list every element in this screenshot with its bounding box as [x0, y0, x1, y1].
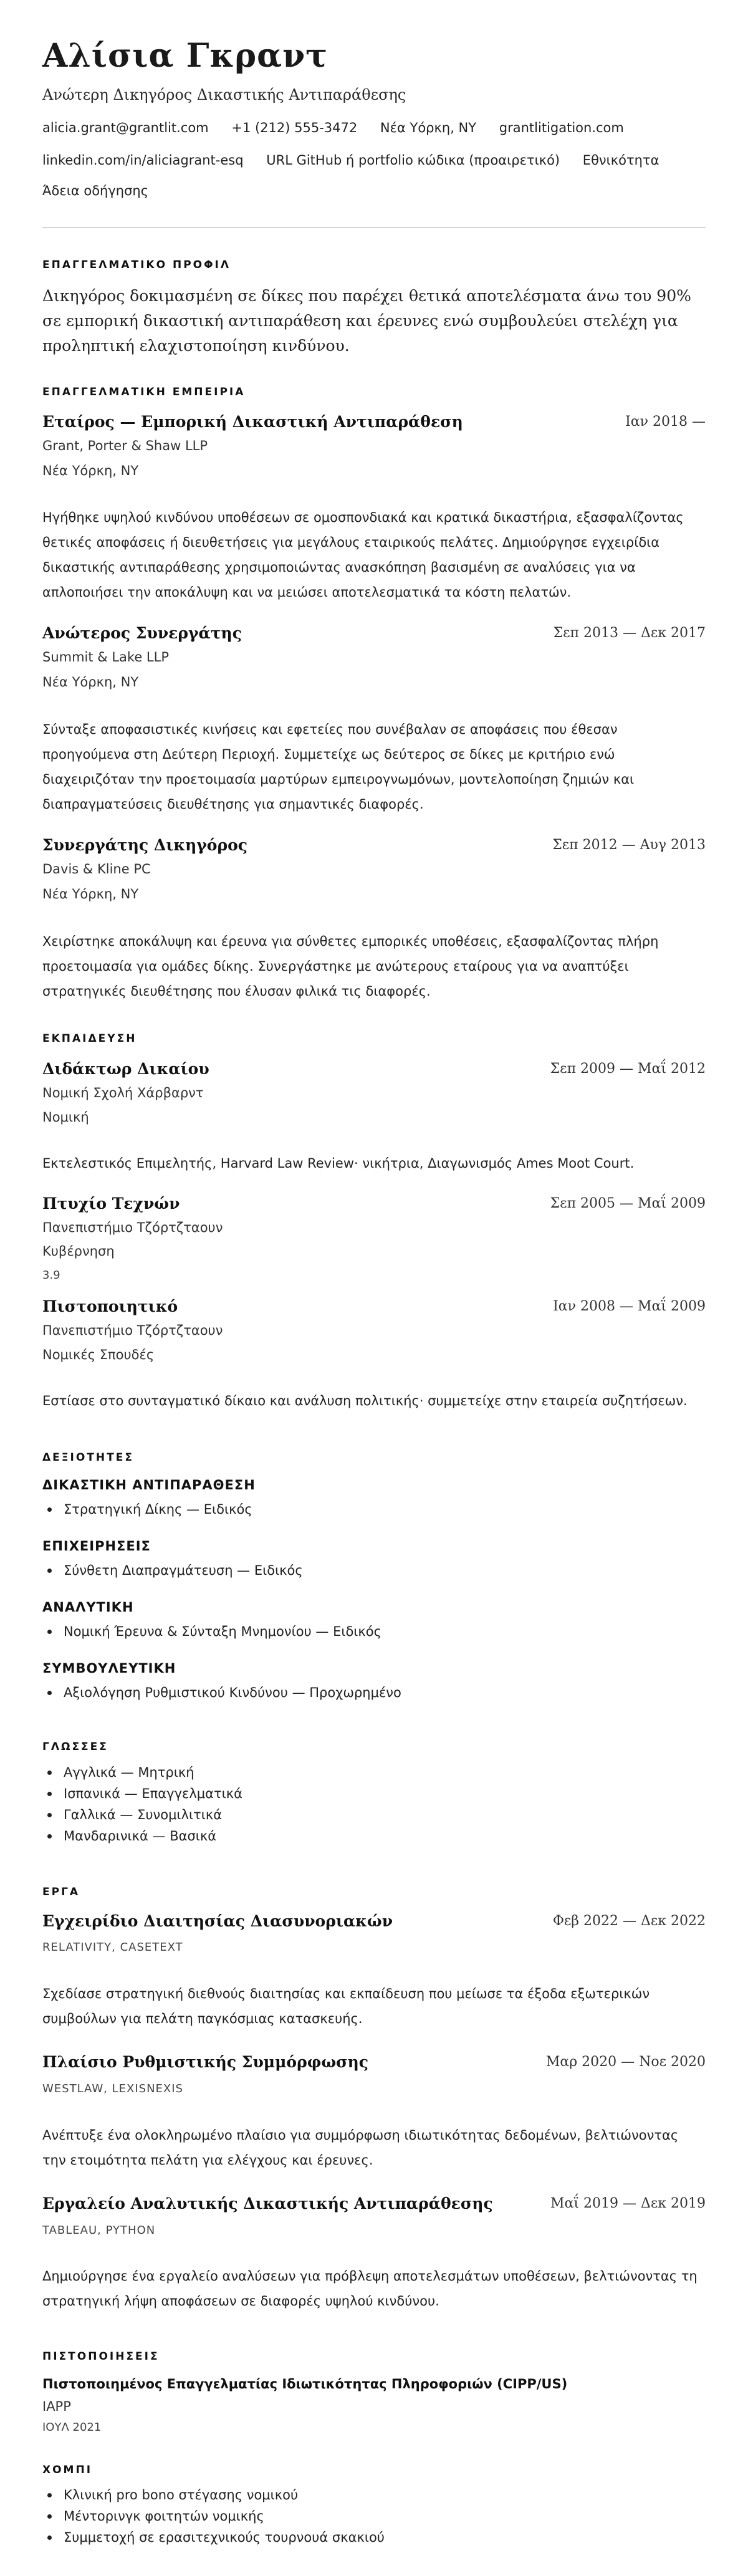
project-name: Εγχειρίδιο Διαιτησίας Διασυνοριακών: [42, 1912, 393, 1930]
field-of-study: Νομικές Σπουδές: [42, 1347, 155, 1362]
hobby-item: Κλινική pro bono στέγασης νομικού: [42, 2484, 385, 2506]
job-company: Davis & Kline PC: [42, 862, 151, 877]
education-section-title: ΕΚΠΑΙΔΕΥΣΗ: [42, 1032, 137, 1045]
job-role: Ανώτερος Συνεργάτης: [42, 624, 242, 642]
hobbies-section-title: ΧΟΜΠΙ: [42, 2464, 93, 2476]
skill-item: Νομική Έρευνα & Σύνταξη Μνημονίου — Ειδικός: [42, 1621, 381, 1642]
skill-list: [42, 1499, 252, 1520]
education-description: Εκτελεστικός Επιμελητής, Harvard Law Review· νικήτρια, Διαγωνισμός Ames Moot Court.: [42, 1156, 635, 1171]
skill-item: Αξιολόγηση Ρυθμιστικού Κινδύνου — Προχωρημένο: [42, 1682, 401, 1703]
field-of-study: Νομική: [42, 1110, 89, 1125]
skill-category-title: ΣΥΜΒΟΥΛΕΥΤΙΚΗ: [42, 1661, 176, 1676]
project-tech: TABLEAU, PYTHON: [42, 2224, 156, 2237]
language-item: Ισπανικά — Επαγγελματικά: [42, 1783, 242, 1804]
hobby-item: Μέντορινγκ φοιτητών νομικής: [42, 2506, 385, 2527]
linkedin-link[interactable]: linkedin.com/in/aliciagrant-esq: [42, 153, 244, 168]
nationality-text: Εθνικότητα: [582, 153, 659, 168]
skill-list: [42, 1682, 401, 1703]
project-description: Ανέπτυξε ένα ολοκληρωμένο πλαίσιο για συμμόρφωση ιδιωτικότητας δεδομένων, βελτιώνοντας την ετοιμότητα πελάτη για ελέγχους και έρευνες.: [42, 2128, 679, 2168]
projects-section-title: ΕΡΓΑ: [42, 1886, 80, 1898]
website-link[interactable]: grantlitigation.com: [499, 120, 624, 135]
degree-title: Διδάκτωρ Δικαίου: [42, 1060, 209, 1078]
job-date: Σεπ 2012 — Αυγ 2013: [552, 837, 706, 853]
skills-section-title: ΔΕΞΙΟΤΗΤΕΣ: [42, 1451, 134, 1464]
profile-summary: Δικηγόρος δοκιμασμένη σε δίκες που παρέχει θετικά αποτελέσματα άνω του 90% σε εμπορική δικαστική αντιπαράθεση και έρευνες ενώ συμβουλεύει στελέχη για προληπτική ελαχιστοποίηση κινδύνου.: [42, 287, 691, 355]
skill-list: [42, 1621, 381, 1642]
headline: Ανώτερη Δικηγόρος Δικαστικής Αντιπαράθεσης: [42, 86, 406, 103]
education-description: Εστίασε στο συνταγματικό δίκαιο και ανάλυση πολιτικής· συμμετείχε στην εταιρεία συζητήσεων.: [42, 1393, 688, 1408]
candidate-name: Αλίσια Γκραντ: [42, 37, 328, 75]
job-company: Summit & Lake LLP: [42, 650, 169, 665]
project-date: Μαρ 2020 — Νοε 2020: [545, 2054, 706, 2070]
job-company: Grant, Porter & Shaw LLP: [42, 438, 208, 453]
education-date: Σεπ 2009 — Μαΐ 2012: [550, 1061, 706, 1077]
project-date: Φεβ 2022 — Δεκ 2022: [552, 1913, 706, 1929]
job-role: Εταίρος — Εμπορική Δικαστική Αντιπαράθεση: [42, 413, 463, 431]
certification-date: ΙΟΥΛ 2021: [42, 2421, 102, 2434]
languages-section-title: ΓΛΩΣΣΕΣ: [42, 1741, 108, 1753]
job-location: Νέα Υόρκη, NY: [42, 463, 139, 478]
education-date: Σεπ 2005 — Μαΐ 2009: [550, 1196, 706, 1211]
school-name: Πανεπιστήμιο Τζόρτζταουν: [42, 1323, 223, 1338]
language-list: [42, 1762, 242, 1847]
email-link[interactable]: alicia.grant@grantlit.com: [42, 120, 209, 135]
location-text: Νέα Υόρκη, NY: [380, 120, 477, 135]
project-description: Σχεδίασε στρατηγική διεθνούς διαιτησίας και εκπαίδευση που μείωσε τα έξοδα εξωτερικών συμβούλων για πελάτη παγκόσμιας κατασκευής.: [42, 1986, 650, 2026]
project-tech: WESTLAW, LEXISNEXIS: [42, 2082, 183, 2095]
github-link[interactable]: URL GitHub ή portfolio κώδικα (προαιρετικό): [266, 153, 560, 168]
project-description: Δημιούργησε ένα εργαλείο αναλύσεων για πρόβλεψη αποτελεσμάτων υποθέσεων, βελτιώνοντας τη στρατηγική λήψη αποφάσεων σε διαφορές υψηλού κινδύνου.: [42, 2269, 698, 2309]
language-item: Γαλλικά — Συνομιλιτικά: [42, 1804, 242, 1825]
skill-item: Στρατηγική Δίκης — Ειδικός: [42, 1499, 252, 1520]
hobby-item: Συμμετοχή σε ερασιτεχνικούς τουρνουά σκακιού: [42, 2527, 385, 2548]
degree-title: Πιστοποιητικό: [42, 1297, 178, 1315]
skill-list: [42, 1560, 303, 1581]
certifications-section-title: ΠΙΣΤΟΠΟΙΗΣΕΙΣ: [42, 2350, 160, 2363]
degree-title: Πτυχίο Τεχνών: [42, 1194, 180, 1213]
job-date: Ιαν 2018 —: [625, 414, 706, 430]
school-name: Πανεπιστήμιο Τζόρτζταουν: [42, 1220, 223, 1235]
project-date: Μαΐ 2019 — Δεκ 2019: [550, 2196, 706, 2211]
job-role: Συνεργάτης Δικηγόρος: [42, 836, 247, 854]
project-name: Εργαλείο Αναλυτικής Δικαστικής Αντιπαράθεσης: [42, 2194, 493, 2213]
job-description: Ηγήθηκε υψηλού κινδύνου υποθέσεων σε ομοσπονδιακά και κρατικά δικαστήρια, εξασφαλίζοντας θετικές αποφάσεις ή διευθετήσεις για μεγάλους εταιρικούς πελάτες. Δημιούργησε εγχειρίδια δικαστικής αντιπαράθεσης χρησιμοποιώντας ανασκόπηση βασισμένη σε αναλύσεις για να απλοποιήσει την αποκάλυψη και να μειώσει αποτελεσματικά τα κόστη πελατών.: [42, 510, 684, 600]
job-description: Χειρίστηκε αποκάλυψη και έρευνα για σύνθετες εμπορικές υποθέσεις, εξασφαλίζοντας πλήρη προετοιμασία για ομάδες δίκης. Συνεργάστηκε με ανώτερους εταίρους για να αναπτύξει στρατηγικές διευθέτησης που έλυσαν φιλικά τις διαφορές.: [42, 934, 659, 999]
experience-section-title: ΕΠΑΓΓΕΛΜΑΤΙΚΗ ΕΜΠΕΙΡΙΑ: [42, 386, 246, 398]
job-location: Νέα Υόρκη, NY: [42, 887, 139, 901]
job-date: Σεπ 2013 — Δεκ 2017: [553, 625, 706, 641]
license-text: Άδεια οδήγησης: [42, 183, 149, 198]
project-tech: RELATIVITY, CASETEXT: [42, 1941, 183, 1954]
phone-text: +1 (212) 555-3472: [231, 120, 358, 135]
job-description: Σύνταξε αποφασιστικές κινήσεις και εφετείες που συνέβαλαν σε αποφάσεις που έθεσαν προηγούμενα στη Δεύτερη Περιοχή. Συμμετείχε ως δεύτερος σε δίκες με κριτήριο ενώ διαχειριζόταν την προετοιμασία μαρτύρων εμπειρογνωμόνων, μοντελοποίηση ζημιών και διαπραγματεύσεις διευθέτησης για σημαντικές διαφορές.: [42, 722, 635, 812]
skill-category-title: ΕΠΙΧΕΙΡΗΣΕΙΣ: [42, 1539, 151, 1554]
language-item: Μανδαρινικά — Βασικά: [42, 1825, 242, 1847]
skill-item: Σύνθετη Διαπραγμάτευση — Ειδικός: [42, 1560, 303, 1581]
header-divider: [42, 227, 706, 228]
gpa-value: 3.9: [42, 1269, 60, 1282]
education-date: Ιαν 2008 — Μαΐ 2009: [553, 1299, 706, 1314]
certification-issuer: IAPP: [42, 2399, 71, 2414]
certification-name: Πιστοποιημένος Επαγγελματίας Ιδιωτικότητας Πληροφοριών (CIPP/US): [42, 2377, 568, 2391]
job-location: Νέα Υόρκη, NY: [42, 675, 139, 690]
contact-row-3: [42, 183, 167, 198]
contact-row-2: [42, 153, 678, 168]
project-name: Πλαίσιο Ρυθμιστικής Συμμόρφωσης: [42, 2053, 368, 2071]
skill-category-title: ΑΝΑΛΥΤΙΚΗ: [42, 1600, 134, 1615]
contact-row-1: [42, 120, 643, 135]
language-item: Αγγλικά — Μητρική: [42, 1762, 242, 1783]
profile-section-title: ΕΠΑΓΓΕΛΜΑΤΙΚΟ ΠΡΟΦΙΛ: [42, 259, 231, 271]
school-name: Νομική Σχολή Χάρβαρντ: [42, 1085, 204, 1100]
field-of-study: Κυβέρνηση: [42, 1244, 115, 1259]
skill-category-title: ΔΙΚΑΣΤΙΚΗ ΑΝΤΙΠΑΡΑΘΕΣΗ: [42, 1478, 256, 1492]
hobby-list: [42, 2484, 385, 2548]
